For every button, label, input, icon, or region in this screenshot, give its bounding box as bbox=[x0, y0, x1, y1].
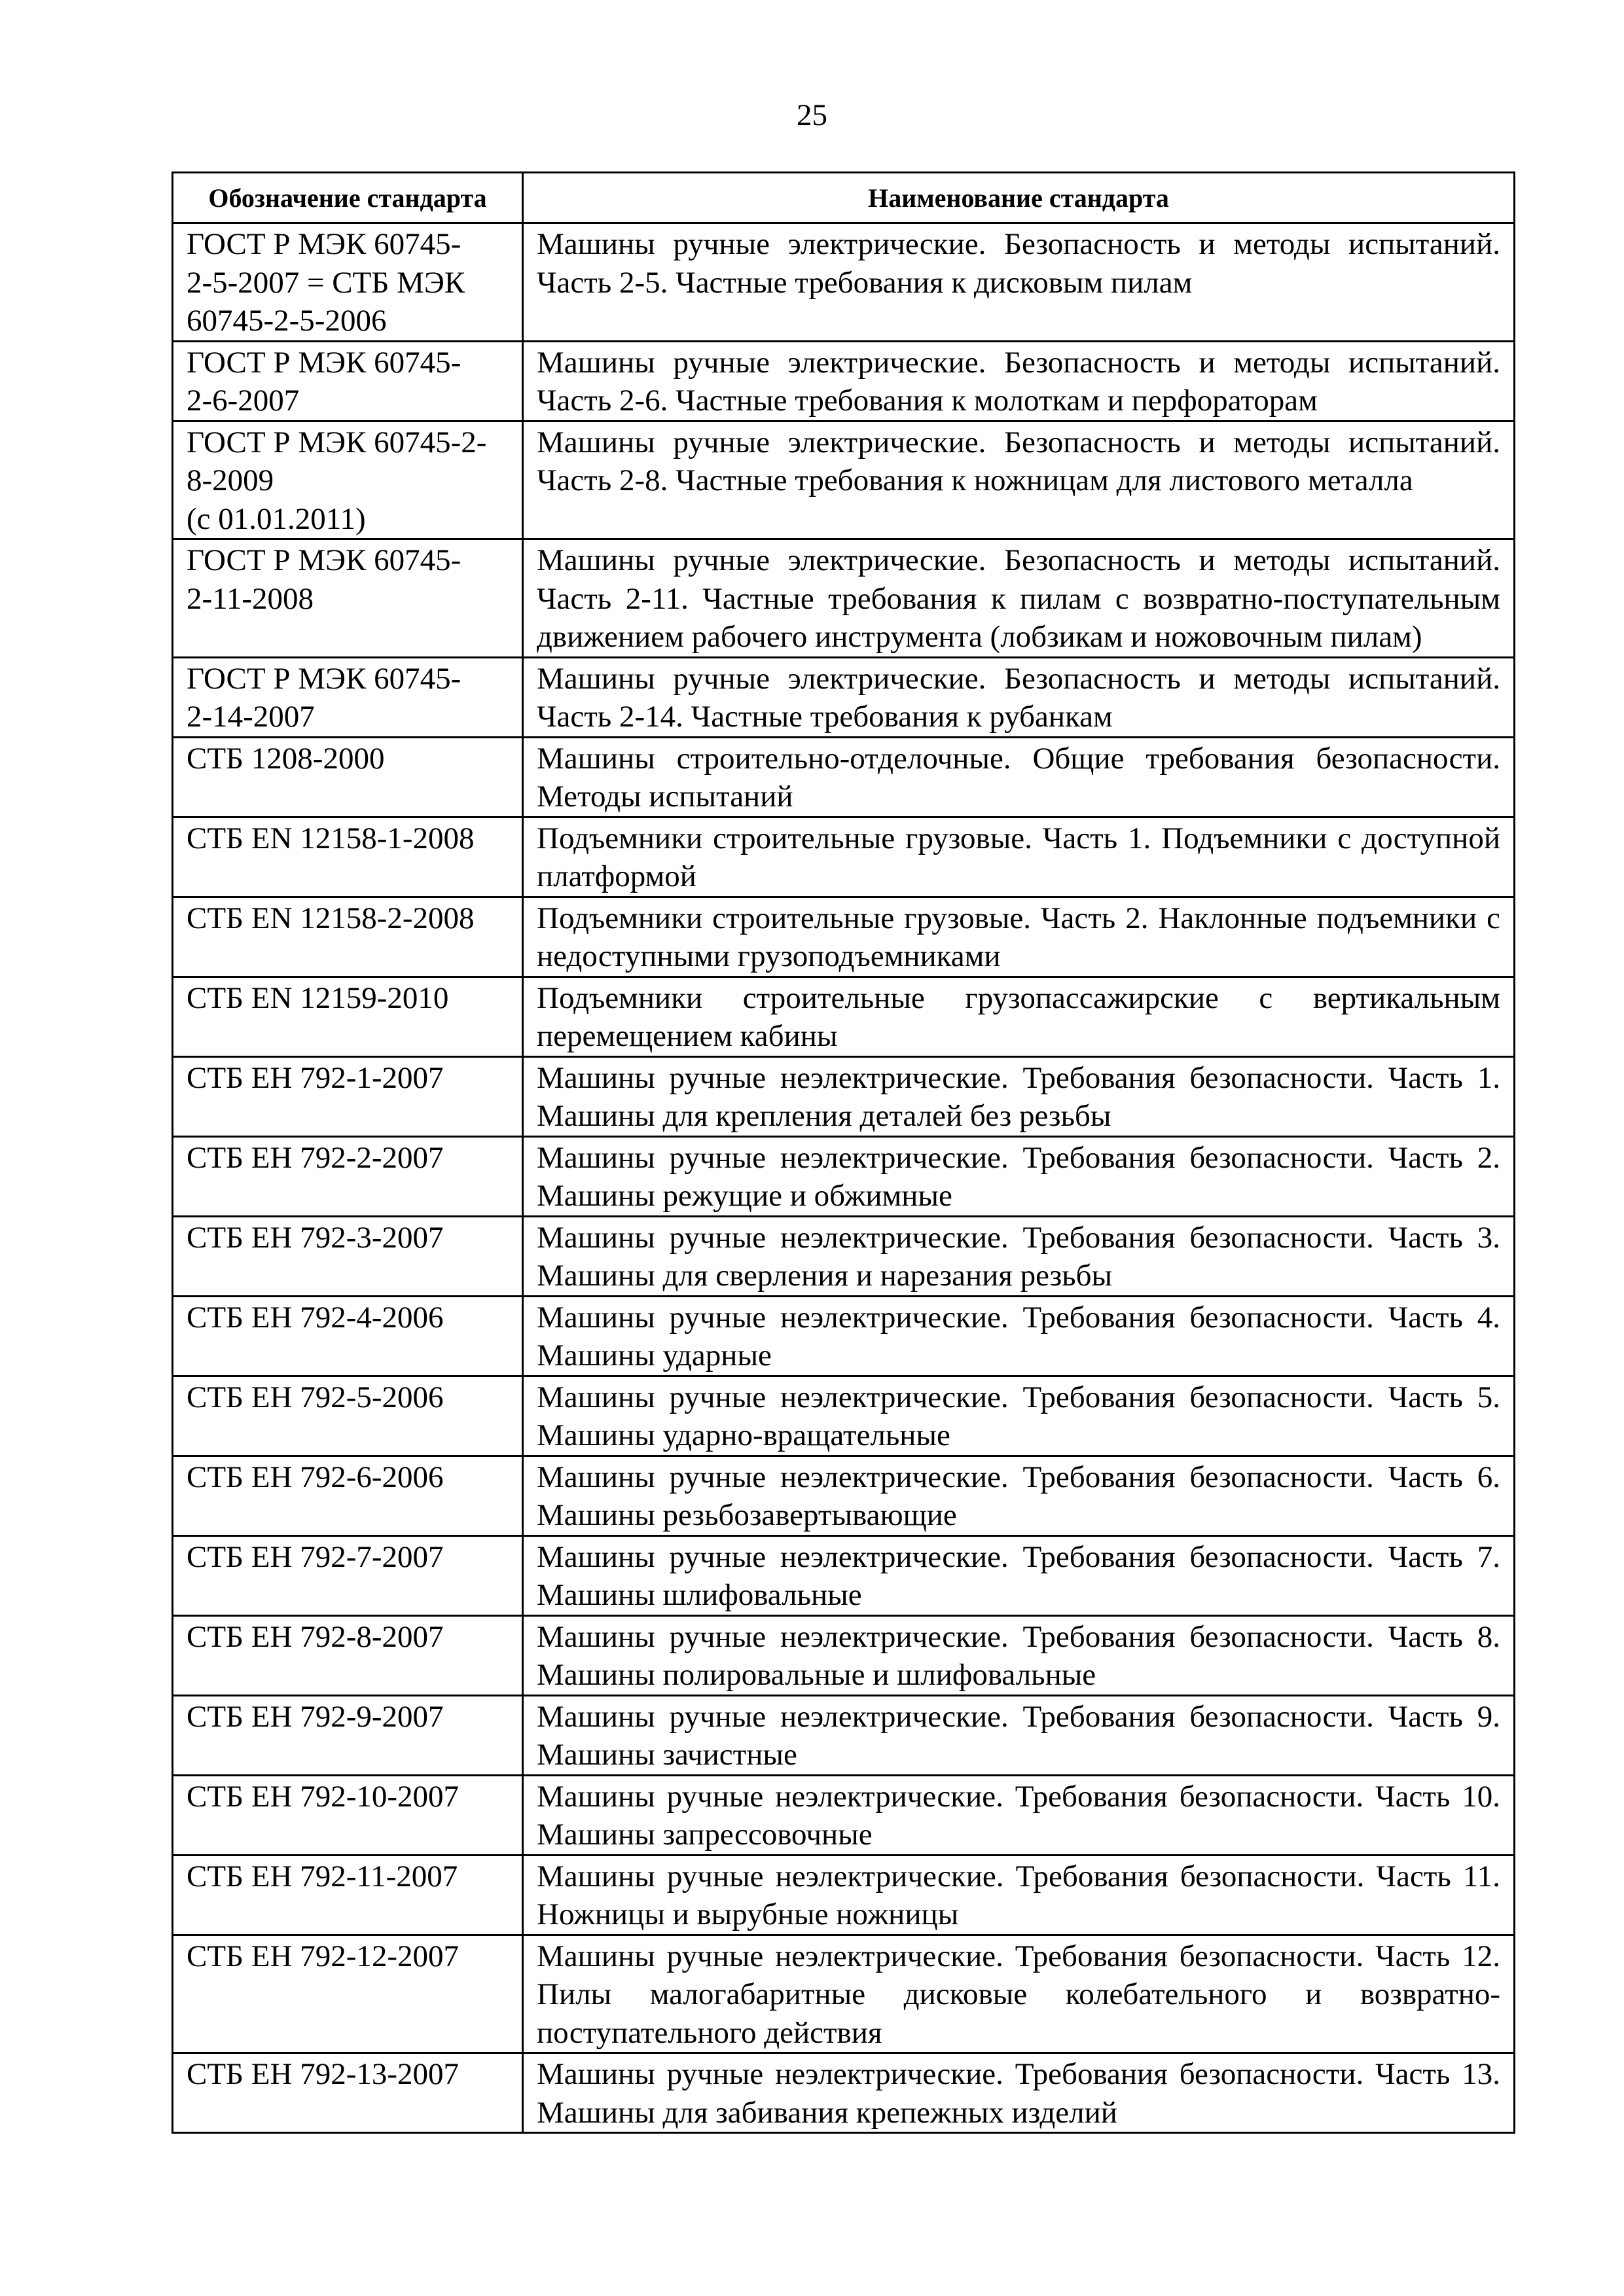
standard-code-line: СТБ ЕН 792-1-2007 bbox=[187, 1060, 444, 1095]
standard-code-cell bbox=[173, 223, 523, 342]
page-number: 25 bbox=[797, 98, 827, 132]
standard-code-line: СТБ ЕН 792-12-2007 bbox=[187, 1939, 460, 1973]
header-name: Наименование стандарта bbox=[523, 173, 1515, 223]
table-row bbox=[173, 1855, 1515, 1935]
table-header bbox=[173, 173, 1515, 223]
table-row bbox=[173, 1695, 1515, 1775]
standard-code-cell bbox=[173, 1376, 523, 1456]
standard-code-line: СТБ EN 12159-2010 bbox=[187, 980, 449, 1015]
table-row bbox=[173, 539, 1515, 658]
standard-name-cell: Машины ручные неэлектрические. Требования безопасности. Часть 13. Машины для забивания крепежных изделий bbox=[523, 2053, 1515, 2133]
standard-name-cell: Машины ручные неэлектрические. Требования безопасности. Часть 12. Пилы малогабаритные дисковые колебательного и возвратно-поступательного действия bbox=[523, 1935, 1515, 2053]
table-row bbox=[173, 1535, 1515, 1615]
standard-code-line: СТБ ЕН 792-13-2007 bbox=[187, 2057, 460, 2091]
standard-name-cell: Подъемники строительные грузопассажирские с вертикальным перемещением кабины bbox=[523, 977, 1515, 1056]
table-row bbox=[173, 1136, 1515, 1216]
standard-code-cell bbox=[173, 1296, 523, 1376]
standard-name-cell: Машины ручные неэлектрические. Требования безопасности. Часть 3. Машины для сверления и нарезания резьбы bbox=[523, 1216, 1515, 1296]
table-row bbox=[173, 1376, 1515, 1456]
standard-code-line: 2-14-2007 bbox=[187, 700, 315, 734]
standard-code-line: 60745-2-5-2006 bbox=[187, 304, 387, 338]
standard-code-line: ГОСТ Р МЭК 60745-2- bbox=[187, 425, 487, 459]
table-row bbox=[173, 1456, 1515, 1535]
standard-code-cell bbox=[173, 1615, 523, 1695]
standard-code-cell bbox=[173, 1775, 523, 1855]
table-row bbox=[173, 977, 1515, 1056]
standard-name-cell: Машины ручные неэлектрические. Требования безопасности. Часть 4. Машины ударные bbox=[523, 1296, 1515, 1376]
table-row bbox=[173, 341, 1515, 421]
standard-name-cell: Машины ручные электрические. Безопасность и методы испытаний. Часть 2-11. Частные требования к пилам с возвратно-поступательным движением рабочего инструмента (лобзикам и ножовочным пилам) bbox=[523, 539, 1515, 658]
standard-code-line: 2-6-2007 bbox=[187, 384, 300, 418]
standard-code-line: 2-5-2007 = СТБ МЭК bbox=[187, 265, 465, 300]
standard-code-line: СТБ ЕН 792-8-2007 bbox=[187, 1619, 444, 1654]
table-row bbox=[173, 737, 1515, 817]
table-row bbox=[173, 1296, 1515, 1376]
header-row bbox=[173, 173, 1515, 223]
standards-table bbox=[171, 171, 1515, 2134]
standard-code-line: 2-11-2008 bbox=[187, 581, 314, 616]
standard-code-cell bbox=[173, 737, 523, 817]
standard-code-line: ГОСТ Р МЭК 60745- bbox=[187, 227, 461, 261]
standard-name-cell: Машины ручные неэлектрические. Требования безопасности. Часть 10. Машины запрессовочные bbox=[523, 1775, 1515, 1855]
standard-code-line: СТБ EN 12158-1-2008 bbox=[187, 821, 475, 855]
standard-code-line: 8-2009 bbox=[187, 463, 274, 497]
standard-name-cell: Машины строительно-отделочные. Общие требования безопасности. Методы испытаний bbox=[523, 737, 1515, 817]
table-row bbox=[173, 1216, 1515, 1296]
standard-name-cell: Машины ручные неэлектрические. Требования безопасности. Часть 9. Машины зачистные bbox=[523, 1695, 1515, 1775]
standard-name-cell: Машины ручные неэлектрические. Требования безопасности. Часть 7. Машины шлифовальные bbox=[523, 1535, 1515, 1615]
standard-name-cell: Машины ручные электрические. Безопасность и методы испытаний. Часть 2-6. Частные требования к молоткам и перфораторам bbox=[523, 341, 1515, 421]
standard-code-cell bbox=[173, 657, 523, 737]
standard-code-line: (с 01.01.2011) bbox=[187, 501, 366, 536]
standard-code-cell bbox=[173, 2053, 523, 2133]
table-row bbox=[173, 1056, 1515, 1136]
standard-code-line: СТБ ЕН 792-11-2007 bbox=[187, 1859, 458, 1893]
standard-name-cell: Машины ручные электрические. Безопасность и методы испытаний. Часть 2-5. Частные требования к дисковым пилам bbox=[523, 223, 1515, 342]
standard-code-line: СТБ EN 12158-2-2008 bbox=[187, 901, 475, 935]
standard-name-cell: Машины ручные неэлектрические. Требования безопасности. Часть 1. Машины для крепления деталей без резьбы bbox=[523, 1056, 1515, 1136]
standard-code-cell bbox=[173, 1136, 523, 1216]
table-row bbox=[173, 1935, 1515, 2053]
table-row bbox=[173, 817, 1515, 897]
table-row bbox=[173, 2053, 1515, 2133]
standard-code-cell bbox=[173, 1216, 523, 1296]
standard-code-cell bbox=[173, 1695, 523, 1775]
standard-code-cell bbox=[173, 1056, 523, 1136]
table-body bbox=[173, 223, 1515, 2133]
standard-code-cell bbox=[173, 539, 523, 658]
standard-code-cell bbox=[173, 1855, 523, 1935]
standard-name-cell: Подъемники строительные грузовые. Часть 1. Подъемники с доступной платформой bbox=[523, 817, 1515, 897]
standard-code-line: СТБ ЕН 792-4-2006 bbox=[187, 1300, 444, 1335]
standard-code-cell bbox=[173, 421, 523, 539]
standard-name-cell: Машины ручные неэлектрические. Требования безопасности. Часть 8. Машины полировальные и шлифовальные bbox=[523, 1615, 1515, 1695]
standard-name-cell: Машины ручные электрические. Безопасность и методы испытаний. Часть 2-8. Частные требования к ножницам для листового металла bbox=[523, 421, 1515, 539]
standard-code-cell bbox=[173, 1535, 523, 1615]
standard-code-line: СТБ ЕН 792-7-2007 bbox=[187, 1539, 444, 1574]
standard-code-cell bbox=[173, 1456, 523, 1535]
standard-code-cell bbox=[173, 341, 523, 421]
standard-code-line: СТБ 1208-2000 bbox=[187, 741, 385, 776]
standard-name-cell: Машины ручные неэлектрические. Требования безопасности. Часть 6. Машины резьбозавертывающие bbox=[523, 1456, 1515, 1535]
standard-code-line: ГОСТ Р МЭК 60745- bbox=[187, 661, 461, 696]
table-row bbox=[173, 1775, 1515, 1855]
standard-name-cell: Подъемники строительные грузовые. Часть 2. Наклонные подъемники с недоступными грузоподъемниками bbox=[523, 897, 1515, 977]
standard-name-cell: Машины ручные неэлектрические. Требования безопасности. Часть 5. Машины ударно-вращательные bbox=[523, 1376, 1515, 1456]
standard-name-cell: Машины ручные неэлектрические. Требования безопасности. Часть 11. Ножницы и вырубные ножницы bbox=[523, 1855, 1515, 1935]
standard-code-line: СТБ ЕН 792-5-2006 bbox=[187, 1380, 444, 1414]
table-row bbox=[173, 421, 1515, 539]
standard-code-line: ГОСТ Р МЭК 60745- bbox=[187, 345, 461, 380]
standard-code-line: СТБ ЕН 792-2-2007 bbox=[187, 1140, 444, 1175]
standard-name-cell: Машины ручные электрические. Безопасность и методы испытаний. Часть 2-14. Частные требования к рубанкам bbox=[523, 657, 1515, 737]
table-row bbox=[173, 1615, 1515, 1695]
table-row bbox=[173, 897, 1515, 977]
table-row bbox=[173, 223, 1515, 342]
standard-code-line: СТБ ЕН 792-10-2007 bbox=[187, 1779, 460, 1814]
standard-code-line: ГОСТ Р МЭК 60745- bbox=[187, 543, 461, 577]
standard-name-cell: Машины ручные неэлектрические. Требования безопасности. Часть 2. Машины режущие и обжимные bbox=[523, 1136, 1515, 1216]
standard-code-cell bbox=[173, 817, 523, 897]
standard-code-cell bbox=[173, 897, 523, 977]
standard-code-line: СТБ ЕН 792-3-2007 bbox=[187, 1220, 444, 1255]
standard-code-cell bbox=[173, 1935, 523, 2053]
standard-code-line: СТБ ЕН 792-9-2007 bbox=[187, 1699, 444, 1734]
header-code: Обозначение стандарта bbox=[173, 173, 523, 223]
standard-code-line: СТБ ЕН 792-6-2006 bbox=[187, 1460, 444, 1494]
standard-code-cell bbox=[173, 977, 523, 1056]
table-row bbox=[173, 657, 1515, 737]
